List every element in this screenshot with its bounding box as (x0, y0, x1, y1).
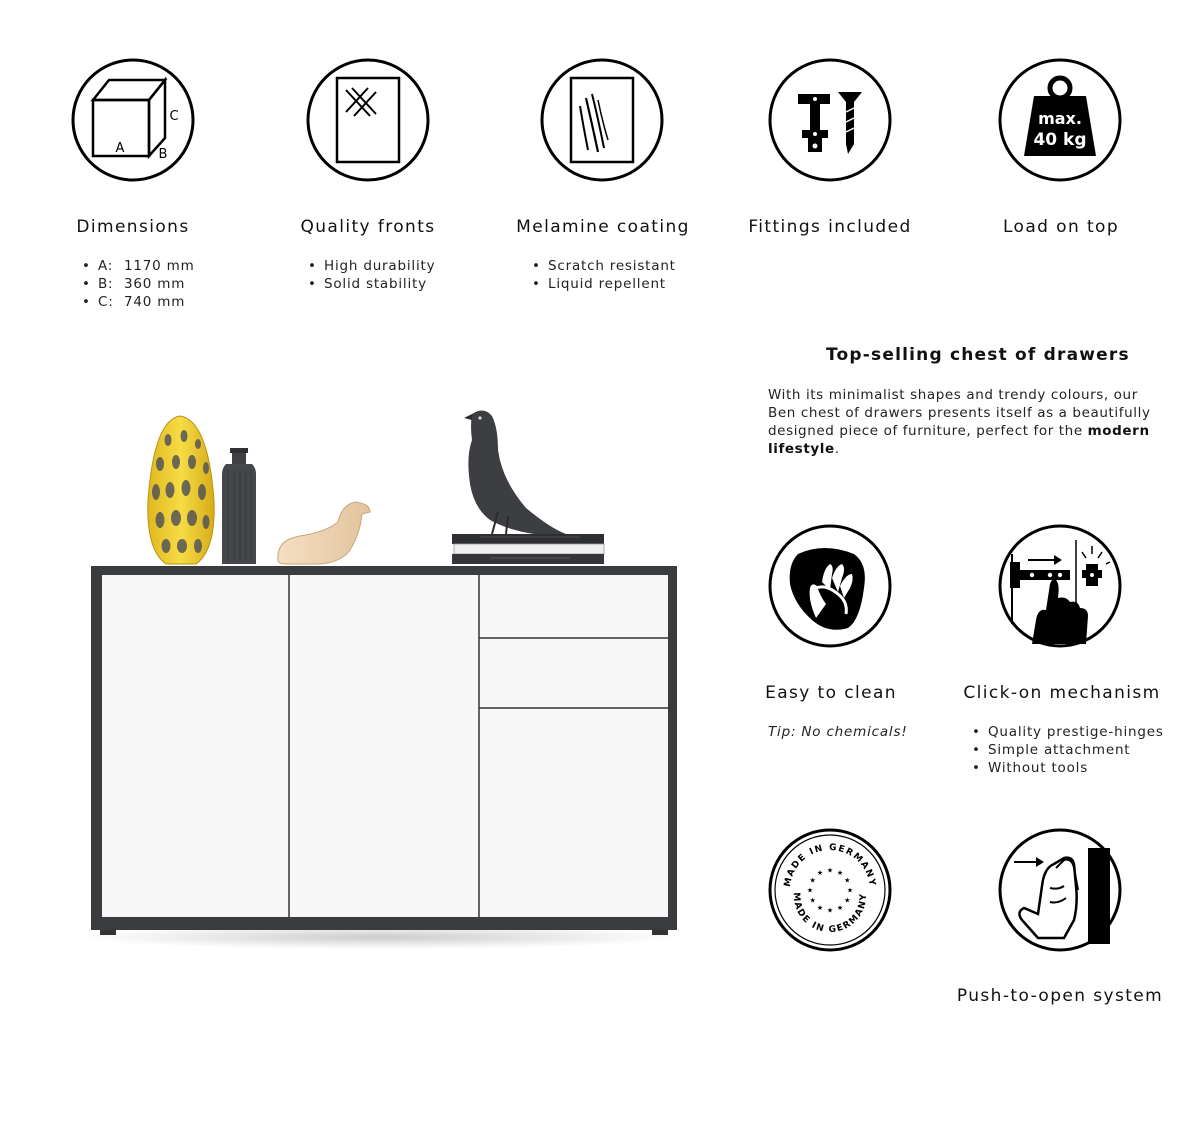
feature-title-melamine: Melamine coating (516, 217, 690, 237)
cube-label-c: C (169, 109, 179, 124)
description-title: Top-selling chest of drawers (826, 345, 1130, 365)
feature-title-load: Load on top (1002, 217, 1120, 237)
list-item: • High durability (308, 257, 435, 275)
list-item: • Quality prestige-hinges (972, 723, 1164, 741)
feature-title-quality-fronts: Quality fronts (300, 217, 436, 237)
list-item: • Liquid repellent (532, 275, 676, 293)
list-item: • Without tools (972, 759, 1164, 777)
seal-star: ★ (816, 903, 824, 912)
seal-text-top: MADE IN GERMANY (782, 842, 877, 888)
feature-title-click-on: Click-on mechanism (963, 683, 1161, 703)
seal-text-bottom: MADE IN GERMANY (790, 892, 870, 936)
cube-label-b: B (158, 147, 168, 162)
list-item: • B: 360 mm (82, 275, 195, 293)
seal-star: ★ (806, 886, 814, 895)
seal-star: ★ (809, 896, 816, 905)
list-item: • A: 1170 mm (82, 257, 195, 275)
dimensions-cube-icon (71, 58, 195, 182)
quality-fronts-icon (306, 58, 430, 182)
click-on-list (972, 723, 1164, 777)
seal-star: ★ (844, 896, 851, 905)
seal-star: ★ (816, 869, 824, 878)
list-item: • Scratch resistant (532, 257, 676, 275)
fittings-hardware-icon (768, 58, 892, 182)
list-item: • C: 740 mm (82, 293, 195, 311)
seal-star: ★ (844, 876, 851, 885)
seal-star: ★ (826, 906, 834, 915)
push-to-open-icon (998, 828, 1122, 952)
feature-title-fittings: Fittings included (748, 217, 912, 237)
feature-title-dimensions: Dimensions (76, 217, 190, 237)
seal-star: ★ (836, 903, 844, 912)
weight-line-2: 40 kg (1033, 130, 1087, 150)
made-in-germany-seal-icon (768, 828, 892, 952)
cleaning-hand-icon (768, 524, 892, 648)
melamine-list (532, 257, 676, 293)
weight-line-1: max. (1038, 109, 1082, 128)
seal-star: ★ (826, 866, 834, 875)
list-item: • Solid stability (308, 275, 435, 293)
dimensions-list (82, 257, 195, 311)
seal-star: ★ (809, 876, 816, 885)
description-text: With its minimalist shapes and trendy colours, our Ben chest of drawers presents itself as a beautifully designed piece of furniture, perfect for the modern lifestyle. (768, 387, 1151, 457)
cube-label-a: A (115, 141, 125, 156)
scratch-coating-icon (540, 58, 664, 182)
list-item: • Simple attachment (972, 741, 1164, 759)
seal-star: ★ (836, 869, 844, 878)
furniture-illustration (80, 400, 700, 960)
quality-fronts-list (308, 257, 435, 293)
feature-title-easy-clean: Easy to clean (765, 683, 897, 703)
easy-clean-tip: Tip: No chemicals! (768, 724, 908, 740)
click-on-hinge-icon (998, 524, 1122, 648)
weight-icon (998, 58, 1122, 182)
feature-title-push-to-open: Push-to-open system (956, 986, 1164, 1006)
seal-star: ★ (846, 886, 854, 895)
